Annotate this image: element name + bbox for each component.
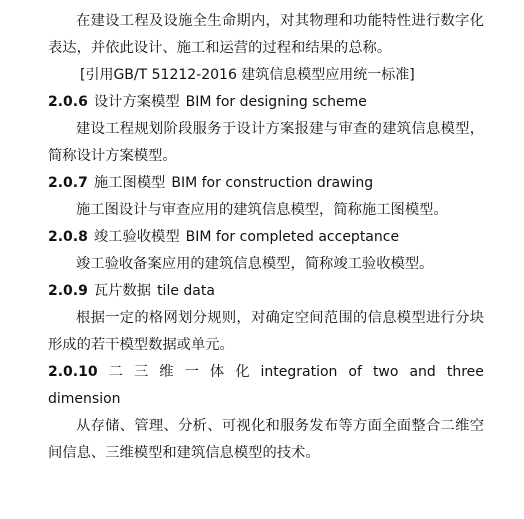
- term-number: 2.0.6: [48, 94, 88, 110]
- term-chinese-name: 施工图模型: [93, 175, 166, 191]
- term-heading: [48, 170, 484, 197]
- term-english-name: BIM for completed acceptance: [185, 229, 400, 245]
- document-page: [48, 8, 484, 467]
- term-heading: [48, 89, 484, 116]
- term-english-name: BIM for designing scheme: [185, 94, 367, 110]
- term-chinese-char: 维: [159, 364, 174, 380]
- term-english-name: tile data: [157, 283, 215, 299]
- term-english-word: three: [446, 364, 484, 380]
- term-english-continuation: dimension: [48, 391, 121, 407]
- term-heading-line: [48, 359, 484, 386]
- term-definition: 竣工验收备案应用的建筑信息模型，简称竣工验收模型。: [76, 256, 434, 272]
- term-definition: 建设工程规划阶段服务于设计方案报建与审查的建筑信息模型，简称设计方案模型。: [48, 121, 484, 164]
- term-english-word: two: [372, 364, 399, 380]
- term-english-word: of: [348, 364, 362, 380]
- term-heading: [48, 278, 484, 305]
- citation: [引用GB/T 51212-2016 建筑信息模型应用统一标准]: [80, 67, 415, 83]
- term-number: 2.0.8: [48, 229, 88, 245]
- term-chinese-char: 化: [235, 364, 250, 380]
- term-chinese-name: 瓦片数据: [93, 283, 152, 299]
- term-chinese-name: 竣工验收模型: [93, 229, 180, 245]
- term-definition: 施工图设计与审查应用的建筑信息模型，简称施工图模型。: [76, 202, 448, 218]
- term-english-word: integration: [260, 364, 338, 380]
- term-chinese-char: 体: [209, 364, 225, 380]
- term-heading-wide: [48, 359, 484, 413]
- term-heading: [48, 224, 484, 251]
- term-number: 2.0.7: [48, 175, 88, 191]
- term-definition: 根据一定的格网划分规则，对确定空间范围的信息模型进行分块形成的若干模型数据或单元。: [48, 310, 484, 353]
- term-number: 2.0.9: [48, 283, 88, 299]
- term-english-word: and: [409, 364, 436, 380]
- term-definition: 从存储、管理、分析、可视化和服务发布等方面全面整合二维空间信息、三维模型和建筑信息模型的技术。: [48, 418, 484, 461]
- term-number: 2.0.10: [48, 364, 98, 380]
- intro-definition: 在建设工程及设施全生命期内，对其物理和功能特性进行数字化表达，并依此设计、施工和运营的过程和结果的总称。: [48, 13, 484, 56]
- term-chinese-char: 三: [133, 364, 149, 380]
- term-chinese-name: 设计方案模型: [93, 94, 180, 110]
- term-chinese-char: 一: [184, 364, 199, 380]
- term-english-name: BIM for construction drawing: [171, 175, 374, 191]
- term-chinese-char: 二: [108, 364, 123, 380]
